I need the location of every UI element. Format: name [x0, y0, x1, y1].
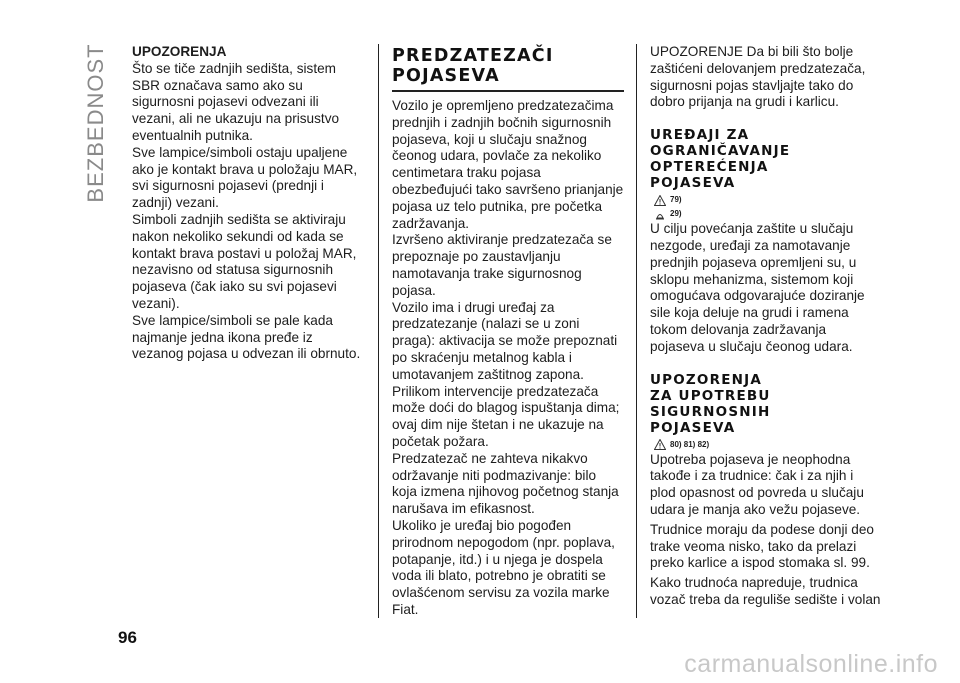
paragraph: Upotreba pojaseva je neophodna takođe i za trudnice: čak i za njih i plod opasnost od povreda u slučaju udara je manja ako vežu pojaseve.	[650, 451, 864, 517]
intro-warning: UPOZORENJE Da bi bili što bolje zaštićeni delovanjem predzatezača, sigurnosni pojas stavljajte tako do dobro prijanja na grudi i karlicu.	[650, 44, 866, 110]
warning-triangle-icon	[654, 439, 666, 450]
heading-line: UPOZORENJA	[650, 371, 762, 388]
paragraph: Izvršeno aktiviranje predzatezača se prepoznaje po zaustavljanju namotavanja trake sigurnosnog pojasa.	[392, 232, 612, 298]
heading-line: POJASEVA	[650, 419, 736, 436]
heading-line: POJASEVA	[392, 66, 500, 86]
column-1	[132, 44, 364, 363]
paragraph: Što se tiče zadnjih sedišta, sistem SBR označava samo ako su sigurnosni pojasevi odvezani ili vezani, ali ne ukazuju na prisustvo eventualnih putnika.	[132, 60, 340, 143]
heading-line: OGRANIČAVANJE	[650, 143, 791, 160]
paragraph: Ukoliko je uređaj bio pogođen prirodnom nepogodom (npr. poplava, potapanje, itd.) i u njega je dospela voda ili blato, potrebno je obratiti se ovlašćenom servisu za vozila marke Fiat.	[392, 517, 615, 617]
page-number: 96	[118, 628, 137, 647]
paragraph: Simboli zadnjih sedišta se aktiviraju nakon nekoliko sekundi od kada se kontakt brava postavi u položaj MAR, nezavisno od statusa sigurnosnih pojaseva (čak iako su svi pojasevi vezani).	[132, 211, 357, 311]
paragraph: Kako trudnoća napreduje, trudnica vozač treba da reguliše sedište i volan	[650, 575, 881, 607]
paragraph: Trudnice moraju da podese donji deo trake veoma nisko, tako da prelazi preko karlice a ispod stomaka sl. 99.	[650, 521, 874, 571]
note-ref-number: 29)	[670, 209, 682, 219]
column-divider	[378, 44, 379, 618]
section-heading	[392, 46, 624, 86]
heading-rule	[392, 90, 624, 92]
section-side-tab	[83, 43, 108, 203]
side-tab-label: BEZBEDNOST	[83, 43, 108, 203]
heading-line: OPTEREĆENJA	[650, 159, 769, 176]
heading-line: ZA UPOTREBU	[650, 387, 771, 404]
paragraph: Vozilo ima i drugi uređaj za predzatezanje (nalazi se u zoni praga): aktivacija se može prepoznati po skraćenju metalnog kabla i umotavanjem zaštitnog zapona.	[392, 299, 618, 382]
column-divider	[636, 44, 637, 618]
spacer	[650, 356, 882, 372]
watermark: carmanualsonline.info	[684, 650, 938, 678]
paragraph: Vozilo je opremljeno predzatezačima prednjih i zadnjih bočnih sigurnosnih pojaseva, koji u slučaju snažnog čeonog udara, povlače za nekoliko centimetara traku pojasa obezbeđujući tako savršeno prianjanje pojasa uz telo putnika, pre početka zadržavanja.	[392, 98, 624, 231]
paragraph: Prilikom intervencije predzatezača može doći do blagog ispuštanja dima; ovaj dim nije štetan i ne ukazuje na početak požara.	[392, 383, 620, 449]
spacer	[650, 111, 882, 127]
heading-line: SIGURNOSNIH	[650, 403, 771, 420]
heading-line: POJASEVA	[650, 175, 736, 192]
warning-reference	[654, 438, 882, 452]
column-2	[392, 44, 624, 619]
seatbelt-usage-heading	[650, 372, 882, 436]
warning-reference	[654, 193, 882, 207]
paragraph: Sve lampice/simboli se pale kada najmanje jedna ikona pređe iz vezanog pojasa u odvezan ili obrnuto.	[132, 312, 361, 362]
warnings-heading: UPOZORENJA	[132, 44, 227, 59]
warning-triangle-icon	[654, 195, 666, 206]
load-limiter-heading	[650, 127, 882, 191]
heading-line: UREĐAJI ZA	[650, 127, 750, 144]
paragraph: Predzatezač ne zahteva nikakvo održavanje niti podmazivanje: bilo koja izmena njihovog početnog stanja narušava im efikasnost.	[392, 450, 619, 517]
note-reference	[654, 207, 882, 221]
lit-drop-icon	[654, 209, 666, 220]
warning-ref-numbers: 80) 81) 82)	[670, 439, 710, 449]
paragraph: U cilju povećanja zaštite u slučaju nezgode, uređaji za namotavanje prednjih pojaseva opremljeni su, u sklopu mehanizma, sistemom koji omogućava odgovarajuće doziranje sile koja deluje na grudi i ramena tokom delovanja zadržavanja pojaseva u slučaju čeonog udara.	[650, 221, 865, 354]
heading-line: PREDZATEZAČI	[392, 46, 554, 66]
column-3	[650, 44, 882, 609]
warning-ref-number: 79)	[670, 195, 682, 205]
paragraph: Sve lampice/simboli ostaju upaljene ako je kontakt brava u položaju MAR, svi sigurnosni pojasevi (prednji i zadnji) vezani.	[132, 144, 358, 211]
